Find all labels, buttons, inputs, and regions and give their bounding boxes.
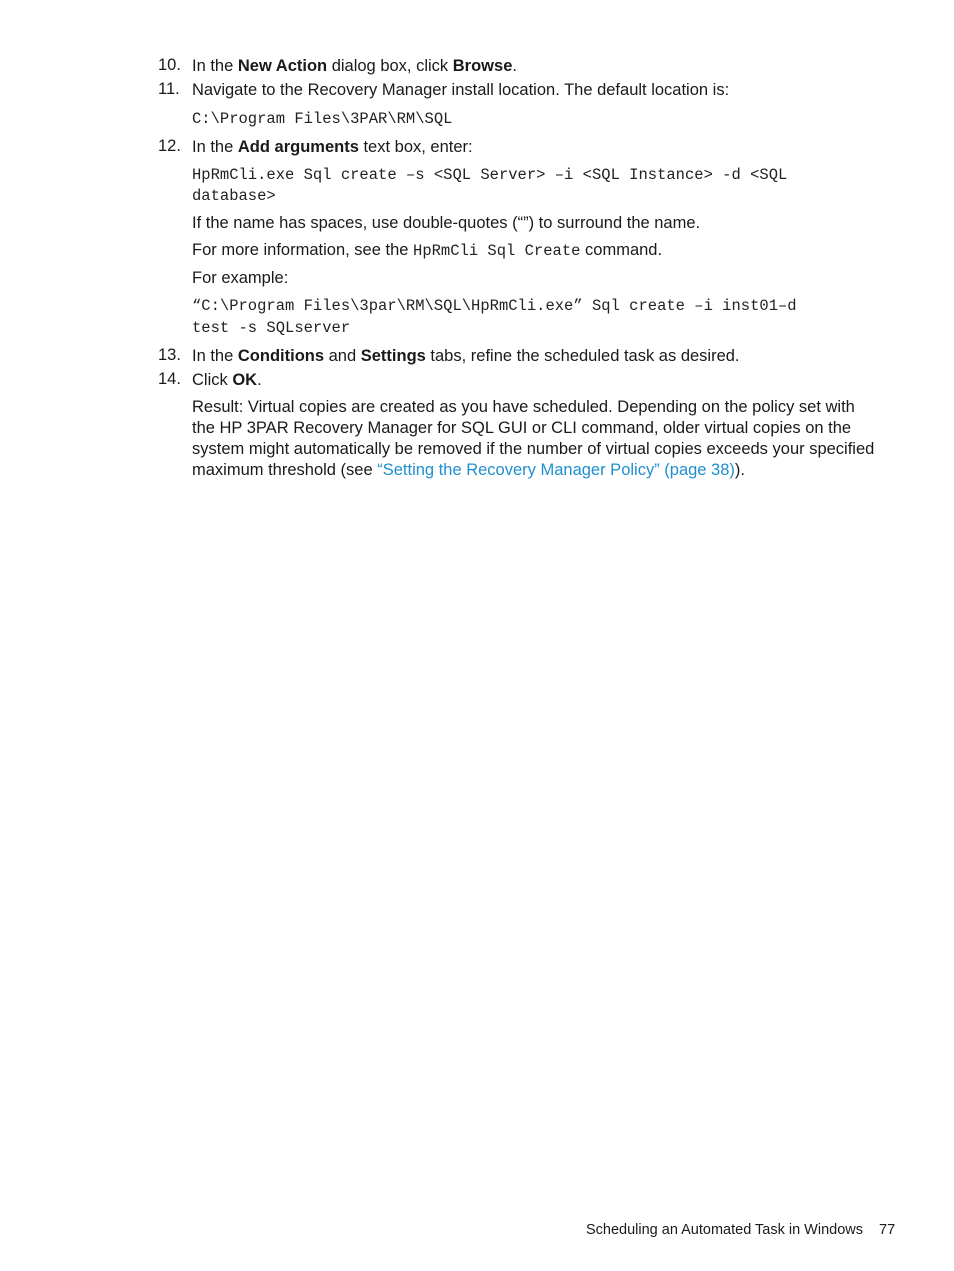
step-13-text: [192, 346, 740, 367]
step-14-result-line-3: system might automatically be removed if the number of virtual copies exceeds your specified: [192, 440, 875, 458]
footer-page-number: 77: [879, 1222, 896, 1238]
step-12-number: 12.: [158, 137, 181, 155]
step-14-result-pre: maximum threshold (see: [192, 461, 378, 479]
step-12-code-line-1: HpRmCli.exe Sql create –s <SQL Server> –i <SQL Instance> -d <SQL: [192, 166, 788, 184]
step-12-info-pre: For more information, see the: [192, 241, 414, 259]
policy-page-link[interactable]: “Setting the Recovery Manager Policy” (page 38): [377, 461, 735, 479]
step-12-example-line-1: “C:\Program Files\3par\RM\SQL\HpRmCli.exe” Sql create –i inst01–d: [192, 297, 797, 315]
step-12-note-spaces: If the name has spaces, use double-quotes (“”) to surround the name.: [192, 214, 701, 232]
step-12-bold-add-arguments: Add arguments: [237, 138, 359, 156]
step-10-number: 10.: [158, 56, 181, 74]
step-11-text: Navigate to the Recovery Manager install location. The default location is:: [192, 81, 730, 99]
step-14-pre: Click: [192, 371, 233, 389]
step-13-mid: and: [324, 347, 361, 365]
step-13-post: tabs, refine the scheduled task as desired.: [425, 347, 740, 365]
step-10-bold-browse: Browse: [452, 57, 513, 75]
footer-title: Scheduling an Automated Task in Windows: [586, 1222, 864, 1238]
step-13-bold-conditions: Conditions: [237, 347, 325, 365]
step-14-bold-ok: OK: [232, 371, 258, 389]
step-12-post: text box, enter:: [358, 138, 473, 156]
step-12-info-code: HpRmCli Sql Create: [413, 242, 581, 260]
step-10-pre: In the: [192, 57, 238, 75]
step-14-result-line-2: the HP 3PAR Recovery Manager for SQL GUI or CLI command, older virtual copies on the: [192, 419, 852, 437]
step-12-info: [192, 240, 662, 262]
step-12-example-line-2: test -s SQLserver: [192, 319, 351, 337]
step-12-example-label: For example:: [192, 269, 289, 287]
step-14-result-line-1: Result: Virtual copies are created as you have scheduled. Depending on the policy set with: [192, 398, 855, 416]
step-11-code: C:\Program Files\3PAR\RM\SQL: [192, 110, 453, 128]
step-13-bold-settings: Settings: [360, 347, 426, 365]
step-12-info-post: command.: [580, 241, 663, 259]
step-14-number: 14.: [158, 370, 181, 388]
step-10-text: [192, 56, 517, 77]
step-14-post: .: [257, 371, 262, 389]
step-12-code-line-2: database>: [192, 187, 276, 205]
step-12-text: [192, 137, 473, 158]
step-13-number: 13.: [158, 346, 181, 364]
step-13-pre: In the: [192, 347, 238, 365]
step-14-result-line-4: [192, 460, 745, 481]
step-10-post: .: [512, 57, 517, 75]
step-10-mid: dialog box, click: [327, 57, 453, 75]
step-14-result-post: ).: [734, 461, 746, 479]
step-14-text: [192, 370, 262, 391]
step-11-number: 11.: [158, 80, 180, 98]
step-12-pre: In the: [192, 138, 238, 156]
step-10-bold-new-action: New Action: [237, 57, 328, 75]
